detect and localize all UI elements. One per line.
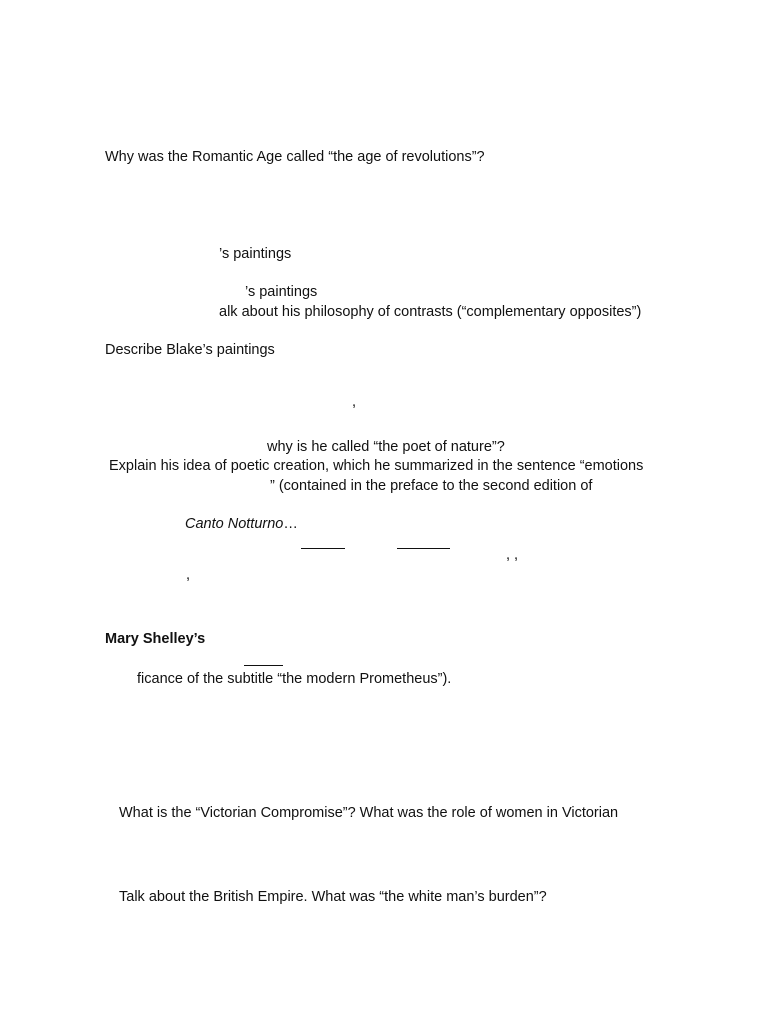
blank-underline-1 <box>301 548 345 549</box>
text-comma-3: , <box>186 567 191 583</box>
text-commas-2: , , <box>506 547 519 563</box>
question-british-empire: Talk about the British Empire. What was “the white man’s burden”? <box>119 889 547 905</box>
canto-ellipsis: … <box>283 516 298 532</box>
blank-underline-2 <box>397 548 450 549</box>
question-poet-of-nature: why is he called “the poet of nature”? <box>267 439 505 455</box>
text-preface: ” (contained in the preface to the second edition of <box>270 478 593 494</box>
question-romantic-age: Why was the Romantic Age called “the age of revolutions”? <box>105 149 485 165</box>
question-poetic-creation: Explain his idea of poetic creation, which he summarized in the sentence “emotions <box>109 458 644 474</box>
canto-title: Canto Notturno <box>185 516 284 532</box>
question-blake-paintings: Describe Blake’s paintings <box>105 342 275 358</box>
text-paintings-1: ’s paintings <box>219 246 292 262</box>
text-contrasts: alk about his philosophy of contrasts (“complementary opposites”) <box>219 304 642 320</box>
question-victorian-compromise: What is the “Victorian Compromise”? What was the role of women in Victorian <box>119 805 619 821</box>
text-subtitle-prometheus: ficance of the subtitle “the modern Prometheus”). <box>137 671 452 687</box>
text-paintings-2: ’s paintings <box>245 284 318 300</box>
text-canto-notturno <box>185 515 298 533</box>
blank-underline-3 <box>244 665 283 666</box>
heading-mary-shelley: Mary Shelley’s <box>105 631 206 647</box>
text-comma-1: , <box>352 394 357 410</box>
